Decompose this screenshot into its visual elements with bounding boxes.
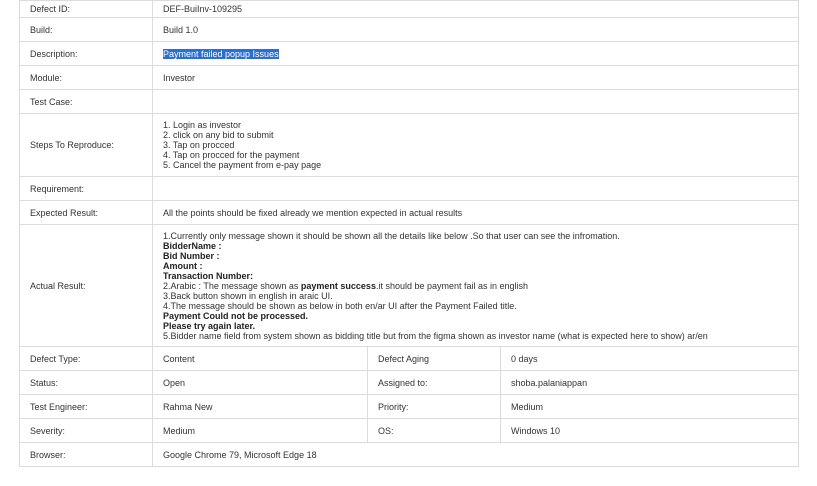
step-line: 5. Cancel the payment from e-pay page [163, 160, 322, 170]
defect-aging-label: Defect Aging [368, 347, 501, 371]
actual-bold: Bid Number : [163, 250, 220, 261]
module-label: Module: [20, 66, 153, 90]
actual-text: 2.Arabic : The message shown as [163, 280, 301, 291]
description-label: Description: [20, 42, 153, 66]
requirement-label: Requirement: [20, 177, 153, 201]
description-cell [153, 42, 799, 66]
module-value: Investor [153, 66, 799, 90]
row-defect-id [20, 1, 799, 18]
actual-line: 5.Bidder name field from system shown as bidding title but from the figma shown as investor name (what is expected here to show) ar/en [163, 330, 708, 341]
build-value: Build 1.0 [153, 18, 799, 42]
test-engineer-label: Test Engineer: [20, 395, 153, 419]
defect-details [19, 0, 798, 467]
defect-id-value: DEF-BuiInv-109295 [153, 1, 799, 18]
row-description [20, 42, 799, 66]
actual-bold: Payment Could not be processed. [163, 310, 309, 321]
severity-label: Severity: [20, 419, 153, 443]
expected-value: All the points should be fixed already we mention expected in actual results [153, 201, 799, 225]
defect-id-label: Defect ID: [20, 1, 153, 18]
priority-value: Medium [501, 395, 799, 419]
assigned-to-label: Assigned to: [368, 371, 501, 395]
test-case-value [153, 90, 799, 114]
actual-bold: BidderName : [163, 240, 222, 251]
defect-details-table [19, 0, 799, 467]
row-defect-type [20, 347, 799, 371]
test-case-label: Test Case: [20, 90, 153, 114]
os-label: OS: [368, 419, 501, 443]
actual-line: 3.Back button shown in english in araic UI. [163, 290, 333, 301]
row-expected [20, 201, 799, 225]
assigned-to-value: shoba.palaniappan [501, 371, 799, 395]
expected-label: Expected Result: [20, 201, 153, 225]
row-steps [20, 114, 799, 177]
status-label: Status: [20, 371, 153, 395]
severity-value: Medium [153, 419, 368, 443]
row-build [20, 18, 799, 42]
steps-label: Steps To Reproduce: [20, 114, 153, 177]
actual-line [163, 281, 788, 291]
actual-bold: Amount : [163, 260, 203, 271]
row-test-engineer [20, 395, 799, 419]
row-status [20, 371, 799, 395]
row-test-case [20, 90, 799, 114]
priority-label: Priority: [368, 395, 501, 419]
status-value: Open [153, 371, 368, 395]
browser-label: Browser: [20, 443, 153, 467]
step-line: 2. click on any bid to submit [163, 130, 274, 140]
defect-type-value: Content [153, 347, 368, 371]
actual-bold: payment success [300, 280, 376, 291]
actual-value [153, 225, 799, 347]
step-line: 1. Login as investor [163, 120, 242, 130]
build-label: Build: [20, 18, 153, 42]
steps-value [153, 114, 799, 177]
actual-line: 4.The message should be shown as below in both en/ar UI after the Payment Failed title. [163, 300, 517, 311]
row-requirement [20, 177, 799, 201]
row-actual [20, 225, 799, 347]
browser-value: Google Chrome 79, Microsoft Edge 18 [153, 443, 799, 467]
row-severity [20, 419, 799, 443]
os-value: Windows 10 [501, 419, 799, 443]
actual-line: 1.Currently only message shown it should be shown all the details like below .So that user can see the infromation. [163, 230, 620, 241]
step-line: 3. Tap on procced [163, 140, 235, 150]
defect-type-label: Defect Type: [20, 347, 153, 371]
actual-bold: Please try again later. [163, 320, 256, 331]
actual-label: Actual Result: [20, 225, 153, 347]
defect-aging-value: 0 days [501, 347, 799, 371]
test-engineer-value: Rahma New [153, 395, 368, 419]
actual-text: .it should be payment fail as in english [375, 280, 529, 291]
actual-bold: Transaction Number: [163, 270, 254, 281]
requirement-value [153, 177, 799, 201]
step-line: 4. Tap on procced for the payment [163, 150, 300, 160]
row-module [20, 66, 799, 90]
row-browser [20, 443, 799, 467]
description-value[interactable]: Payment failed popup Issues [163, 48, 279, 59]
